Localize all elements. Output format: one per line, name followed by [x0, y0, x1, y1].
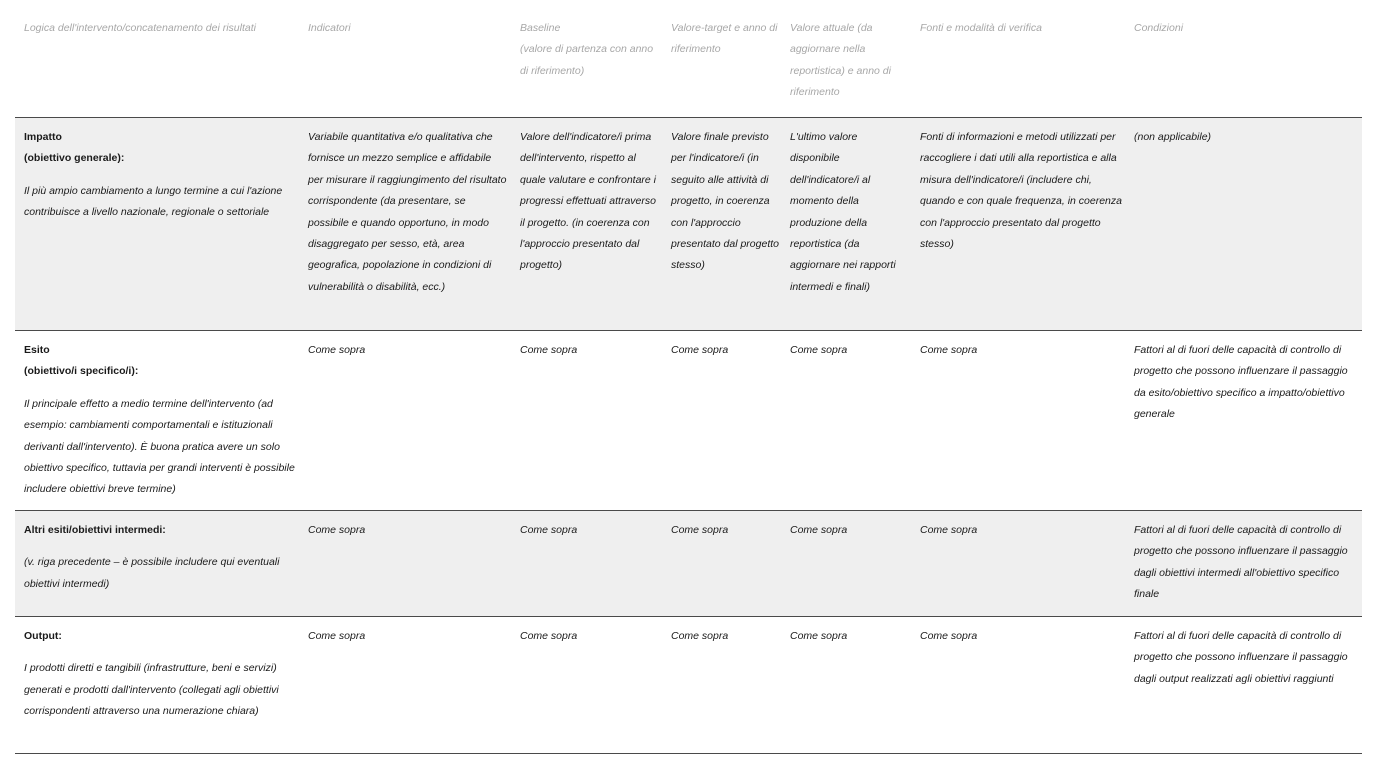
- row-logica-cell: [24, 626, 296, 723]
- row-logica-cell: [24, 520, 296, 595]
- row-indicatori: Come sopra: [308, 344, 366, 356]
- row-title: Output:: [24, 630, 62, 642]
- row-subtitle: (obiettivo/i specifico/i):: [24, 365, 139, 378]
- row-target: Come sopra: [671, 344, 729, 356]
- header-indicatori: Indicatori: [308, 22, 351, 34]
- header-baseline: Baseline (valore di partenza con anno di riferimento): [520, 22, 654, 77]
- row-fonti: Fonti di informazioni e metodi utilizzati per raccogliere i dati utili alla reportistica e alla misura dell'indicatore/i (includere chi, quando e con quale frequenza, in coerenza con l'approccio presentato dal progetto stesso): [920, 131, 1122, 251]
- row-baseline: Valore dell'indicatore/i prima dell'intervento, rispetto al quale valutare e confrontare i progressi effettuati attraverso il progetto. (in coerenza con l'approccio presentato dal progetto): [520, 131, 657, 272]
- table-row-output: [15, 616, 1362, 753]
- row-condizioni: Fattori al di fuori delle capacità di controllo di progetto che possono influenzare il passaggio da esito/obiettivo specifico a impatto/obiettivo generale: [1134, 344, 1348, 421]
- row-logica-cell: [24, 340, 296, 501]
- row-baseline: Come sopra: [520, 524, 578, 536]
- table-row-impatto: [15, 117, 1362, 330]
- row-logica-cell: [24, 127, 296, 224]
- row-target: Come sopra: [671, 630, 729, 642]
- row-condizioni: (non applicabile): [1134, 131, 1212, 143]
- table-header: [15, 0, 1362, 117]
- row-attuale: Come sopra: [790, 344, 848, 356]
- row-attuale: L'ultimo valore disponibile dell'indicatore/i al momento della produzione della reportistica (da aggiornare nei rapporti intermedi e finali): [790, 131, 896, 293]
- row-description: (v. riga precedente – è possibile includere qui eventuali obiettivi intermedi): [24, 556, 280, 590]
- row-subtitle: (obiettivo generale):: [24, 152, 125, 165]
- row-attuale: Come sopra: [790, 630, 848, 642]
- row-target: Valore finale previsto per l'indicatore/i (in seguito alle attività di progetto, in coerenza con l'approccio presentato dal progetto stesso): [671, 131, 779, 272]
- table-bottom-rule: [15, 753, 1362, 754]
- row-baseline: Come sopra: [520, 344, 578, 356]
- row-condizioni: Fattori al di fuori delle capacità di controllo di progetto che possono influenzare il passaggio dagli obiettivi intermedi all'obiettivo specifico finale: [1134, 524, 1348, 601]
- row-description: I prodotti diretti e tangibili (infrastrutture, beni e servizi) generati e prodotti dall'intervento (collegati agli obiettivi corrispondenti attraverso una numerazione chiara): [24, 662, 279, 718]
- header-target: Valore-target e anno di riferimento: [671, 22, 778, 56]
- row-target: Come sopra: [671, 524, 729, 536]
- header-attuale: Valore attuale (da aggiornare nella reportistica) e anno di riferimento: [790, 22, 891, 99]
- row-indicatori: Come sopra: [308, 630, 366, 642]
- row-fonti: Come sopra: [920, 344, 978, 356]
- row-title: Esito: [24, 344, 50, 356]
- header-logica: Logica dell'intervento/concatenamento dei risultati: [24, 22, 256, 34]
- row-indicatori: Variabile quantitativa e/o qualitativa che fornisce un mezzo semplice e affidabile per misurare il raggiungimento del risultato corrispondente (da presentare, se possibile e quando opportuno, in modo disaggregato per sesso, età, area geografica, popolazione in condizioni di vulnerabilità o disabilità, ecc.): [308, 131, 507, 293]
- row-description: Il principale effetto a medio termine dell'intervento (ad esempio: cambiamenti comportamentali e istituzionali derivanti dall'intervento). È buona pratica avere un solo obiettivo specifico, tuttavia per grandi interventi è possibile includere obiettivi breve termine): [24, 397, 295, 496]
- row-description: Il più ampio cambiamento a lungo termine a cui l'azione contribuisce a livello nazionale, regionale o settoriale: [24, 184, 283, 219]
- header-condizioni: Condizioni: [1134, 22, 1184, 34]
- row-baseline: Come sopra: [520, 630, 578, 642]
- row-title: Altri esiti/obiettivi intermedi:: [24, 524, 166, 536]
- row-fonti: Come sopra: [920, 630, 978, 642]
- row-attuale: Come sopra: [790, 524, 848, 536]
- row-title: Impatto: [24, 131, 62, 143]
- row-condizioni: Fattori al di fuori delle capacità di controllo di progetto che possono influenzare il passaggio dagli output realizzati agli obiettivi raggiunti: [1134, 630, 1348, 685]
- header-fonti: Fonti e modalità di verifica: [920, 22, 1042, 34]
- table-row-esito: [15, 330, 1362, 510]
- table-row-altri-esiti: [15, 510, 1362, 616]
- row-fonti: Come sopra: [920, 524, 978, 536]
- row-indicatori: Come sopra: [308, 524, 366, 536]
